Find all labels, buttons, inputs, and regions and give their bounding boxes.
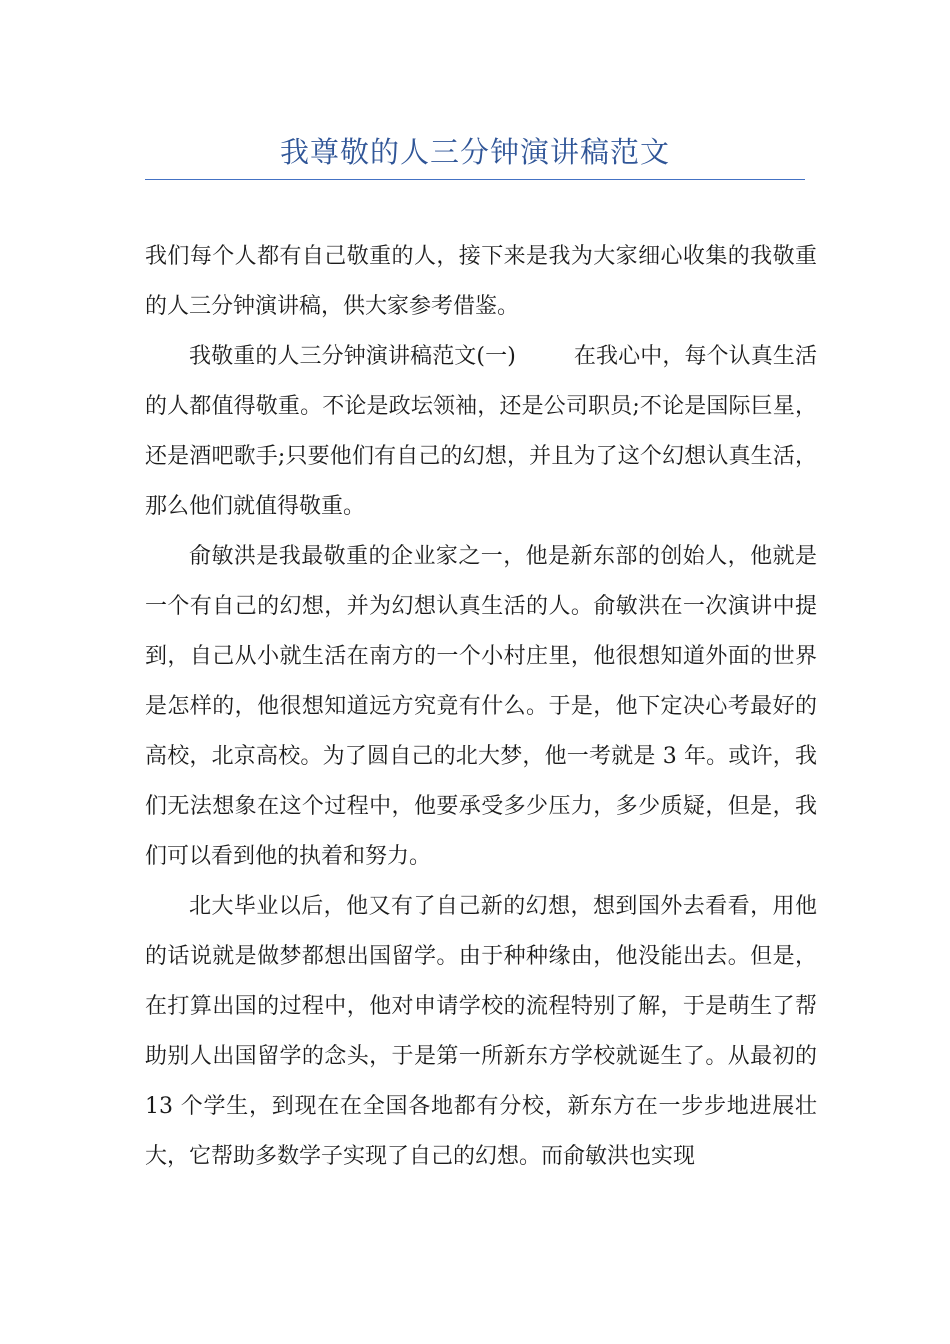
document-body [145,232,817,1182]
title-underline [145,179,805,180]
body-paragraph-1: 俞敏洪是我最敬重的企业家之一，他是新东部的创始人，他就是一个有自己的幻想，并为幻想认真生活的人。俞敏洪在一次演讲中提到，自己从小就生活在南方的一个小村庄里，他很想知道外面的世界是怎样的，他很想知道远方究竟有什么。于是，他下定决心考最好的高校，北京高校。为了圆自己的北大梦，他一考就是 3 年。或许，我们无法想象在这个过程中，他要承受多少压力，多少质疑，但是，我们可以看到他的执着和努力。 [145,544,817,869]
intro-paragraph: 我们每个人都有自己敬重的人，接下来是我为大家细心收集的我敬重的人三分钟演讲稿，供大家参考借鉴。 [145,244,817,319]
section-first-text: 在我心中，每个认真生活的人都值得敬重。不论是政坛领袖，还是公司职员;不论是国际巨星，还是酒吧歌手;只要他们有自己的幻想，并且为了这个幻想认真生活，那么他们就值得敬重。 [145,344,817,519]
section-paragraph [145,332,817,532]
document-title: 我尊敬的人三分钟演讲稿范文 [279,135,670,169]
section-heading: 我敬重的人三分钟演讲稿范文(一) [189,344,516,369]
body-paragraph-2: 北大毕业以后，他又有了自己新的幻想，想到国外去看看，用他的话说就是做梦都想出国留学。由于种种缘由，他没能出去。但是，在打算出国的过程中，他对申请学校的流程特别了解，于是萌生了帮助别人出国留学的念头，于是第一所新东方学校就诞生了。从最初的 13 个学生，到现在在全国各地都有分校，新东方在一步步地进展壮大，它帮助多数学子实现了自己的幻想。而俞敏洪也实现 [145,894,817,1169]
